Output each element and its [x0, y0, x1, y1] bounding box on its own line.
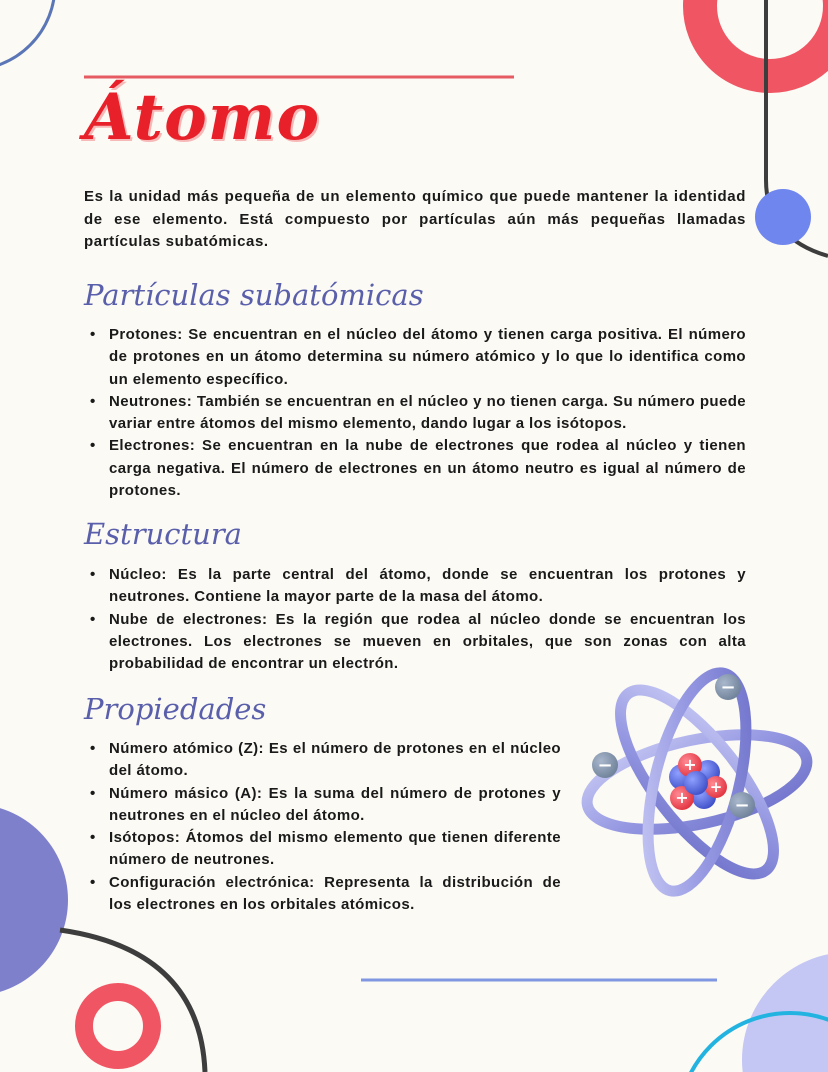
list-item: • Nube de electrones: Es la región que rodea al núcleo donde se encuentran los electrones. Los electrones se mueven en orbitales, que son zonas con alta probabilidad de encontrar un electrón. — [90, 610, 746, 673]
electron-symbol: − — [734, 795, 750, 816]
proton-symbol: + — [709, 778, 723, 796]
list-item: • Electrones: Se encuentran en la nube de electrones que rodea al núcleo y tienen carga negativa. El número de electrones en un átomo neutro es igual al número de protones. — [90, 437, 746, 500]
nucleus — [669, 753, 727, 810]
list-item: • Número másico (A): Es la suma del número de protones y neutrones en el núcleo del átomo. — [90, 784, 561, 824]
page-title: Átomo — [84, 80, 321, 155]
electron-symbol: − — [720, 677, 736, 698]
list-item: • Configuración electrónica: Representa la distribución de los electrones en los orbitales atómicos. — [90, 873, 561, 914]
left-violet-circle — [0, 804, 68, 996]
blue-dot — [755, 189, 811, 245]
list-item: • Núcleo: Es la parte central del átomo, donde se encuentran los protones y neutrones. Contiene la mayor parte de la masa del átomo. — [90, 566, 746, 606]
list-item: • Número atómico (Z): Es el número de protones en el núcleo del átomo. — [90, 740, 561, 780]
top-left-arc — [0, 0, 55, 70]
list-item: • Protones: Se encuentran en el núcleo del átomo y tienen carga positiva. El número de protones en un átomo determina su número atómico y lo que lo identifica como un elemento específico. — [90, 326, 746, 388]
list-item: • Neutrones: También se encuentran en el núcleo y no tienen carga. Su número puede variar entre átomos del mismo elemento, dando lugar a los isótopos. — [90, 392, 746, 433]
intro-paragraph: Es la unidad más pequeña de un elemento químico que puede mantener la identidad de ese elemento. Está compuesto por partículas aún más pequeñas llamadas partículas subatómicas. — [84, 188, 746, 250]
list-item: • Isótopos: Átomos del mismo elemento que tienen diferente número de neutrones. — [90, 829, 561, 869]
atom-illustration — [572, 652, 822, 912]
properties-list — [84, 738, 561, 916]
electron-symbol: − — [597, 755, 613, 776]
particles-list — [84, 324, 746, 502]
proton-symbol: + — [683, 755, 697, 774]
section-heading-structure: Estructura — [84, 517, 242, 551]
bottom-left-coral-ring — [84, 992, 152, 1060]
section-heading-particles: Partículas subatómicas — [84, 278, 424, 312]
section-heading-properties: Propiedades — [84, 692, 267, 726]
proton-symbol: + — [675, 788, 689, 807]
